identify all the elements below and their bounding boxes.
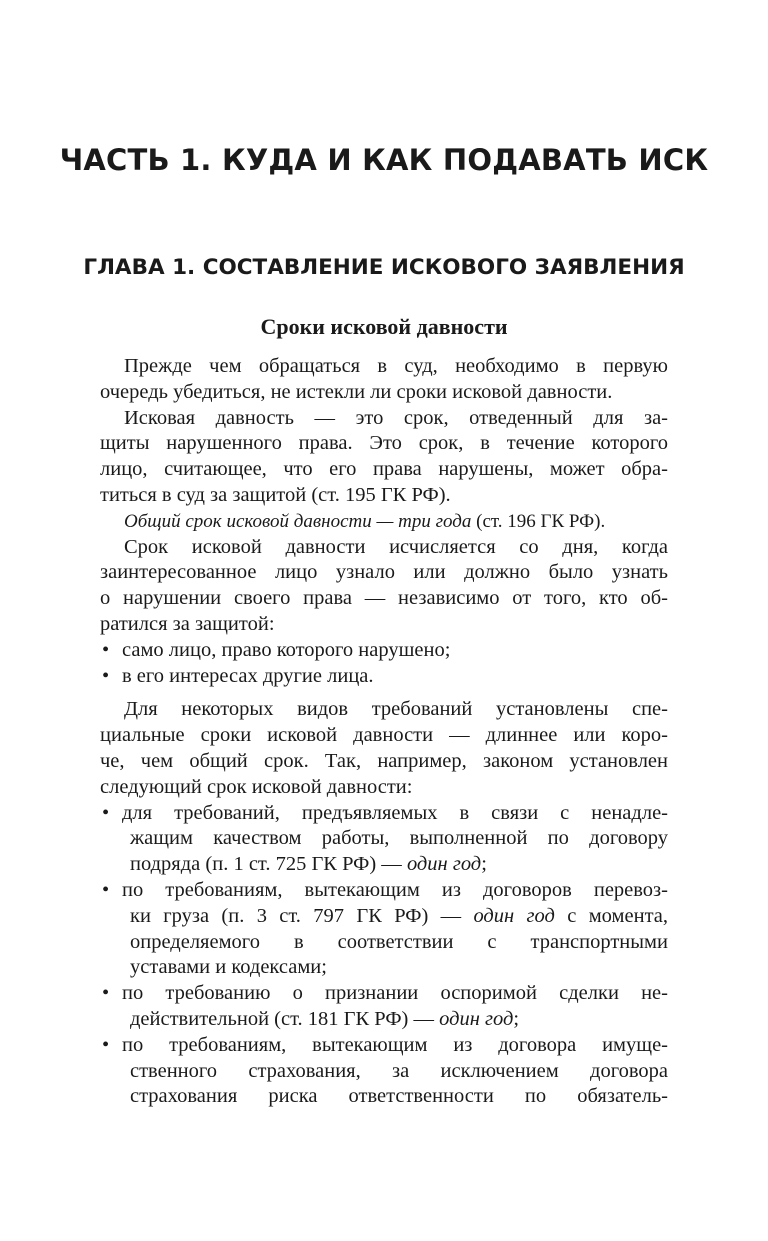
text-line: че, чем общий срок. Так, например, законом установлен <box>100 749 668 772</box>
text-line: подряда (п. 1 ст. 725 ГК РФ) — один год; <box>130 853 487 876</box>
bullet-icon: • <box>102 638 110 661</box>
text-line: титься в суд за защитой (ст. 195 ГК РФ). <box>100 483 451 506</box>
text-line: ки груза (п. 3 ст. 797 ГК РФ) — один год с момента, <box>130 904 668 927</box>
list-item <box>100 801 668 878</box>
text-line: • по требованиям, вытекающим из договоров перевоз- <box>100 878 668 904</box>
list-item: • само лицо, право которого нарушено; <box>100 638 668 664</box>
list-item <box>100 981 668 1033</box>
list-item <box>100 878 668 981</box>
bullet-icon: • <box>102 982 110 1005</box>
text-line: заинтересованное лицо узнало или должно было узнать <box>100 561 668 584</box>
text-line: Срок исковой давности исчисляется со дня, когда <box>124 535 668 558</box>
paragraph-2 <box>100 406 668 509</box>
text-line: Исковая давность — это срок, отведенный для за- <box>124 406 668 429</box>
bullet-icon: • <box>102 664 110 687</box>
text-line: определяемого в соответствии с транспортными <box>130 930 668 953</box>
text-line: Прежде чем обращаться в суд, необходимо в первую <box>124 355 668 377</box>
paragraph-1 <box>100 354 668 406</box>
text-line <box>100 509 668 535</box>
text-line: действительной (ст. 181 ГК РФ) — один год; <box>130 1007 520 1030</box>
text-line: ратился за защитой: <box>100 612 275 635</box>
body-text <box>100 354 668 1110</box>
text-line: следующий срок исковой давности: <box>100 775 413 798</box>
text-line: очередь убедиться, не истекли ли сроки исковой давности. <box>100 380 613 403</box>
bullet-icon: • <box>102 801 110 824</box>
text-line: • по требованиям, вытекающим из договора имуще- <box>100 1033 668 1059</box>
part-title: ЧАСТЬ 1. КУДА И КАК ПОДАВАТЬ ИСК <box>59 143 709 177</box>
paragraph-4 <box>100 535 668 638</box>
chapter-title: ГЛАВА 1. СОСТАВЛЕНИЕ ИСКОВОГО ЗАЯВЛЕНИЯ <box>83 255 685 280</box>
text-line: циальные сроки исковой давности — длиннее или коро- <box>100 724 668 747</box>
bullet-list-1 <box>100 638 668 690</box>
list-item <box>100 1033 668 1110</box>
italic-phrase: Общий срок исковой давности — три года <box>124 510 472 532</box>
paragraph-3 <box>100 509 668 535</box>
bullet-icon: • <box>102 878 110 901</box>
text-line: щиты нарушенного права. Это срок, в течение которого <box>100 432 668 455</box>
section-title: Сроки исковой давности <box>260 314 508 339</box>
text-line: ственного страхования, за исключением договора <box>130 1059 668 1082</box>
bullet-icon: • <box>102 1033 110 1056</box>
text-line: • для требований, предъявляемых в связи с ненадле- <box>100 801 668 827</box>
list-item: • в его интересах другие лица. <box>100 664 668 690</box>
citation: (ст. 196 ГК РФ). <box>471 510 606 532</box>
bullet-list-2 <box>100 801 668 1111</box>
text-line: • по требованию о признании оспоримой сделки не- <box>100 981 668 1007</box>
text-line: Для некоторых видов требований установлены спе- <box>124 698 668 721</box>
text-line: уставами и кодексами; <box>130 956 327 979</box>
text-line: жащим качеством работы, выполненной по договору <box>130 827 668 850</box>
paragraph-5 <box>100 697 668 800</box>
text-line: о нарушении своего права — независимо от того, кто об- <box>100 587 668 610</box>
text-line: лицо, считающее, что его права нарушены, может обра- <box>100 458 668 481</box>
text-line: страхования риска ответственности по обязатель- <box>130 1085 668 1108</box>
